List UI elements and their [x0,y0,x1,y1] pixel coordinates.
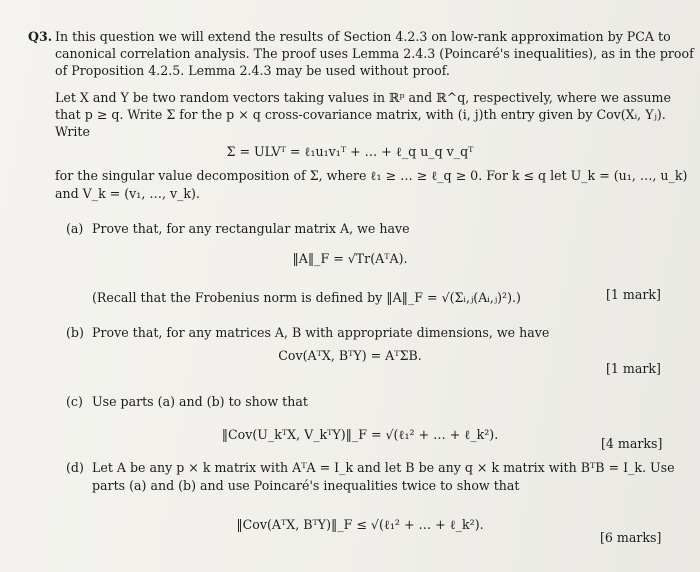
intro-line-1: In this question we will extend the results of Section 4.2.3 on low-rank approximation by PCA to [55,29,671,44]
setup-line-2: that p ≥ q. Write Σ for the p × q cross-covariance matrix, with (i, j)th entry given by Cov(Xᵢ, Yⱼ). [55,107,666,122]
setup-line-1: Let X and Y be two random vectors taking values in ℝᵖ and ℝ^q, respectively, where we assume [55,90,671,105]
part-b-label: (b) [66,325,84,340]
intro-line-2: canonical correlation analysis. The proof uses Lemma 2.4.3 (Poincaré's inequalities), as in the proof [55,46,694,61]
part-a-marks: [1 mark] [606,287,661,302]
part-d-text-line-1: Let A be any p × k matrix with AᵀA = I_k and let B be any q × k matrix with BᵀB = I_k. Use [92,460,675,475]
part-c-text: Use parts (a) and (b) to show that [92,394,308,409]
question-number: Q3. [28,29,53,44]
svd-equation: Σ = ULVᵀ = ℓ₁u₁v₁ᵀ + … + ℓ_q u_q v_qᵀ [226,144,474,159]
intro-line-3: of Proposition 4.2.5. Lemma 2.4.3 may be used without proof. [55,63,450,78]
part-d-equation: ‖Cov(AᵀX, BᵀY)‖_F ≤ √(ℓ₁² + … + ℓ_k²). [236,517,484,532]
part-c-marks: [4 marks] [601,436,663,451]
part-a-text: Prove that, for any rectangular matrix A, we have [92,221,410,236]
svd-text-line-1: for the singular value decomposition of Σ, where ℓ₁ ≥ … ≥ ℓ_q ≥ 0. For k ≤ q let U_k = (u₁, …, u_k) [55,168,688,183]
part-d-label: (d) [66,460,84,475]
part-a-label: (a) [66,221,84,236]
part-b-equation: Cov(AᵀX, BᵀY) = AᵀΣB. [278,348,422,363]
part-a-recall: (Recall that the Frobenius norm is defined by ‖A‖_F = √(Σᵢ,ⱼ(Aᵢ,ⱼ)²).) [92,290,521,305]
part-c-equation: ‖Cov(U_kᵀX, V_kᵀY)‖_F = √(ℓ₁² + … + ℓ_k²). [221,427,499,442]
svd-text-line-2: and V_k = (v₁, …, v_k). [55,186,200,201]
part-b-marks: [1 mark] [606,361,661,376]
part-b-text: Prove that, for any matrices A, B with appropriate dimensions, we have [92,325,550,340]
part-c-label: (c) [66,394,83,409]
part-d-marks: [6 marks] [600,530,662,545]
part-d-text-line-2: parts (a) and (b) and use Poincaré's inequalities twice to show that [92,478,520,493]
part-a-equation: ‖A‖_F = √Tr(AᵀA). [292,251,408,266]
setup-line-3: Write [55,124,90,139]
